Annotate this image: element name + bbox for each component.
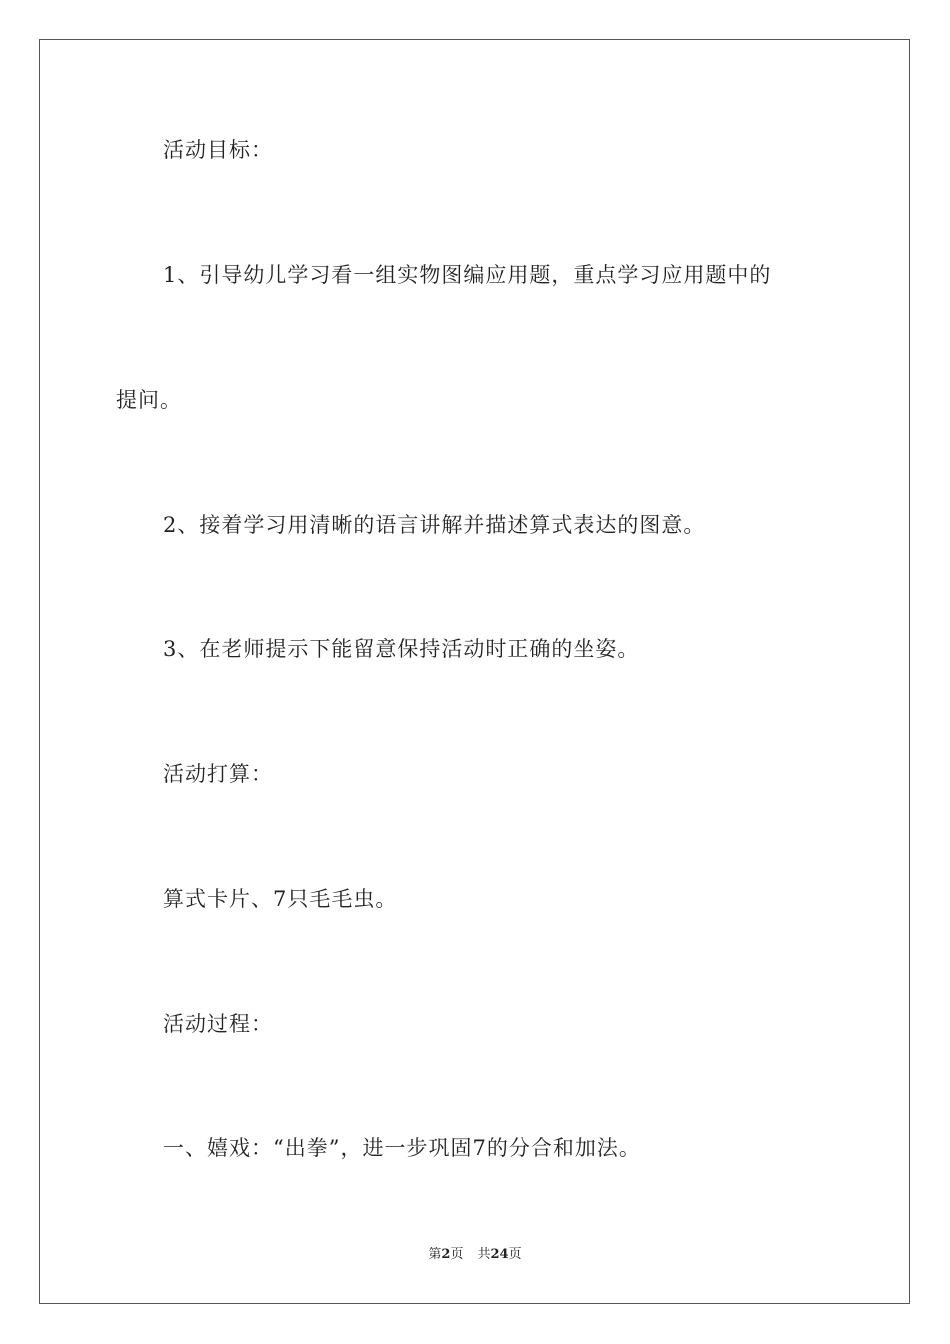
paragraph-goal-3: 3、在老师提示下能留意保持活动时正确的坐姿。 xyxy=(163,637,640,661)
footer-total-suffix: 页 xyxy=(508,1247,522,1262)
footer-page-number: 2 xyxy=(441,1247,451,1262)
heading-activity-goals: 活动目标： xyxy=(163,138,273,162)
paragraph-materials: 算式卡片、7只毛毛虫。 xyxy=(163,887,398,911)
heading-activity-preparation: 活动打算： xyxy=(163,762,273,786)
footer-page-suffix: 页 xyxy=(450,1247,464,1262)
page-border xyxy=(39,39,910,1304)
page-footer xyxy=(0,1246,950,1264)
paragraph-process-step-1: 一、嬉戏：“出拳”，进一步巩固7的分合和加法。 xyxy=(163,1136,641,1160)
footer-total-pages: 24 xyxy=(490,1247,509,1262)
paragraph-goal-1-continued: 提问。 xyxy=(116,388,182,412)
footer-total-prefix: 共 xyxy=(477,1247,491,1262)
paragraph-goal-2: 2、接着学习用清晰的语言讲解并描述算式表达的图意。 xyxy=(163,513,706,537)
footer-page-prefix: 第 xyxy=(428,1247,442,1262)
heading-activity-process: 活动过程： xyxy=(163,1012,273,1036)
paragraph-goal-1: 1、引导幼儿学习看一组实物图编应用题，重点学习应用题中的 xyxy=(163,263,772,287)
